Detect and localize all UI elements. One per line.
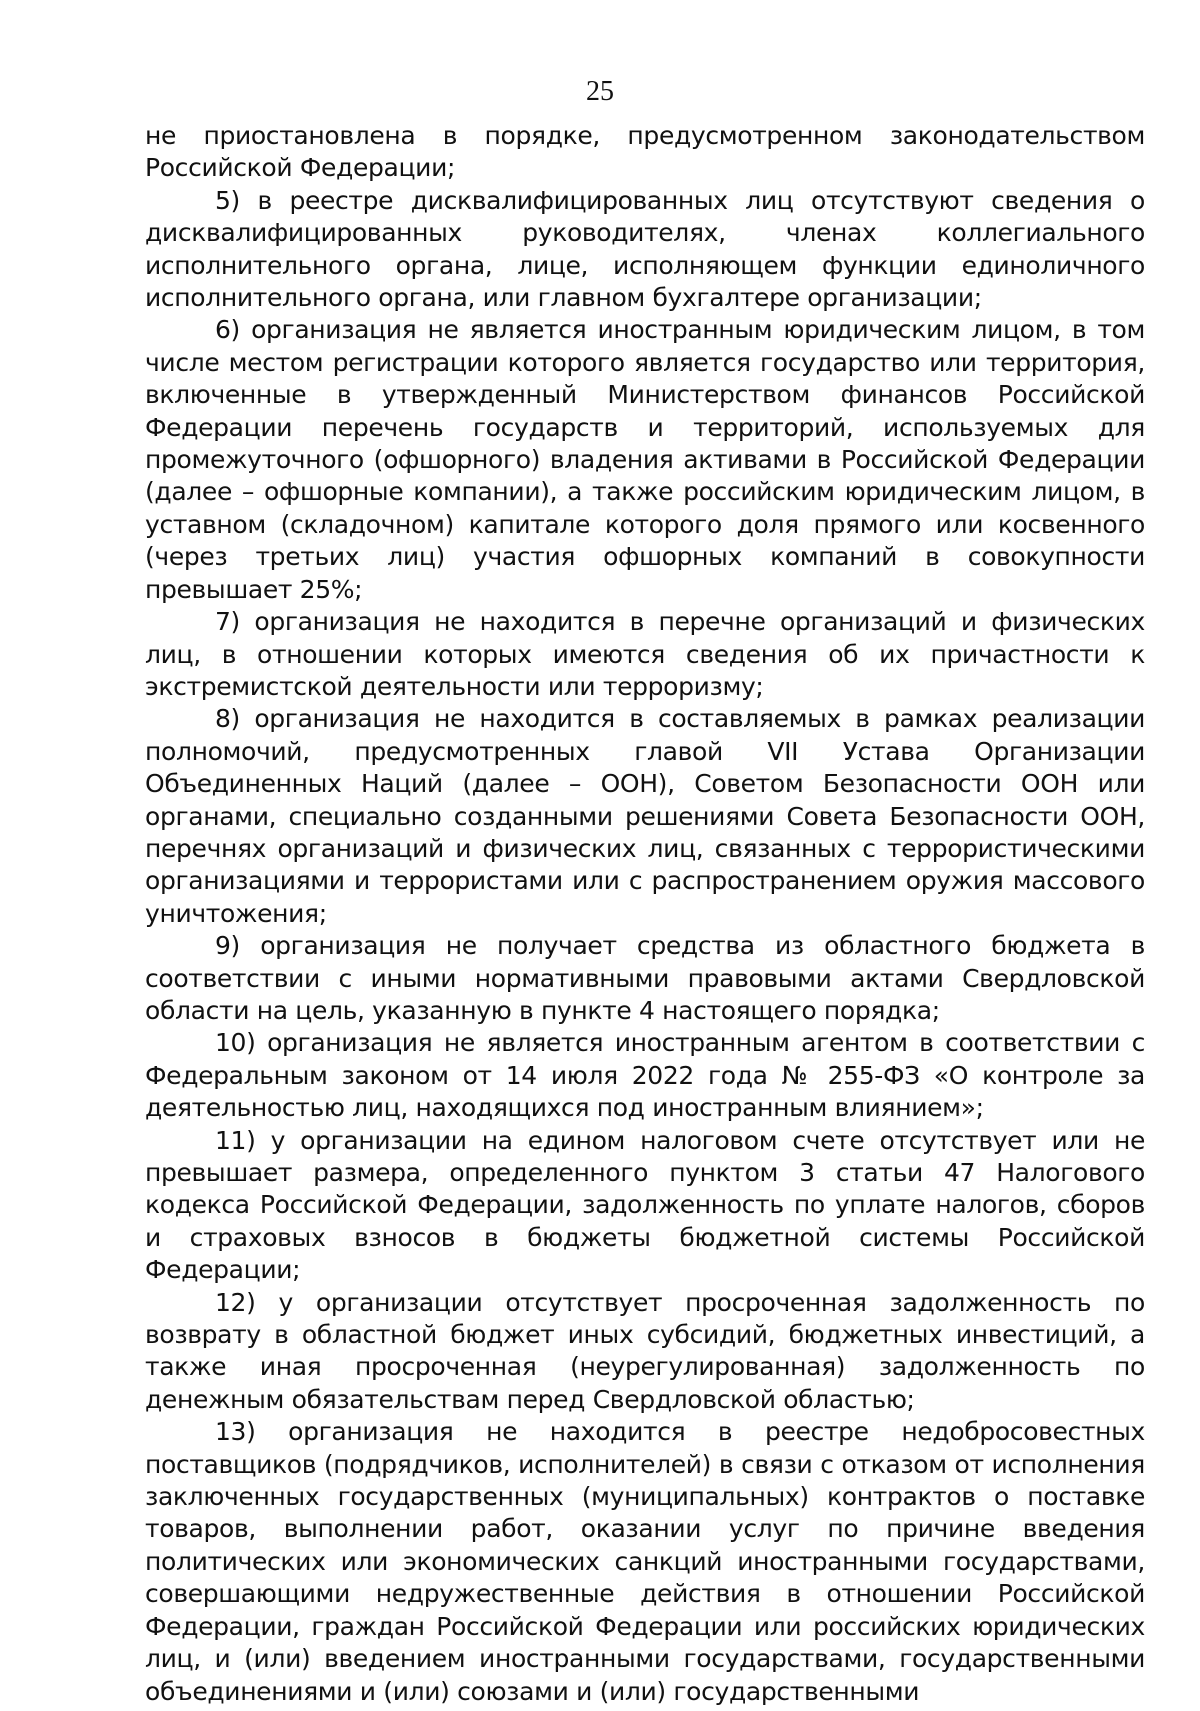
page-number: 25: [586, 76, 614, 107]
paragraph-continuation: не приостановлена в порядке, предусмотренном законодательством Российской Федерации;: [145, 121, 1145, 183]
paragraph-item-13: 13) организация не находится в реестре недобросовестных поставщиков (подрядчиков, исполнителей) в связи с отказом от исполнения заключенных государственных (муниципальных) контрактов о поставке товаров, выполнении работ, оказании услуг по причине введения политических или экономических санкций иностранными государствами, совершающими недружественные действия в отношении Российской Федерации, граждан Российской Федерации или российских юридических лиц, и (или) введением иностранными государствами, государственными объединениями и (или) союзами и (или) государственными: [145, 1417, 1145, 1706]
paragraph-item-10: 10) организация не является иностранным агентом в соответствии с Федеральным законом от 14 июля 2022 года № 255-ФЗ «О контроле за деятельностью лиц, находящихся под иностранным влиянием»;: [145, 1028, 1145, 1123]
paragraph-item-7: 7) организация не находится в перечне организаций и физических лиц, в отношении которых имеются сведения об их причастности к экстремистской деятельности или терроризму;: [145, 607, 1145, 701]
paragraph-item-11: 11) у организации на едином налоговом счете отсутствует или не превышает размера, определенного пунктом 3 статьи 47 Налогового кодекса Российской Федерации, задолженность по уплате налогов, сборов и страховых взносов в бюджеты бюджетной системы Российской Федерации;: [145, 1125, 1145, 1285]
paragraph-item-9: 9) организация не получает средства из областного бюджета в соответствии с иными нормативными правовыми актами Свердловской области на цель, указанную в пункте 4 настоящего порядка;: [145, 931, 1145, 1025]
paragraph-item-5: 5) в реестре дисквалифицированных лиц отсутствуют сведения о дисквалифицированных руководителях, членах коллегиального исполнительного органа, лице, исполняющем функции единоличного исполнительного органа, или главном бухгалтере организации;: [145, 185, 1145, 313]
paragraph-item-12: 12) у организации отсутствует просроченная задолженность по возврату в областной бюджет иных субсидий, бюджетных инвестиций, а также иная просроченная (неурегулированная) задолженность по денежным обязательствам перед Свердловской областью;: [145, 1287, 1145, 1414]
paragraph-item-8: 8) организация не находится в составляемых в рамках реализации полномочий, предусмотренных главой VII Устава Организации Объединенных Наций (далее – ООН), Советом Безопасности ООН или органами, специально созданными решениями Совета Безопасности ООН, перечнях организаций и физических лиц, связанных с террористическими организациями и террористами или с распространением оружия массового уничтожения;: [145, 704, 1145, 928]
paragraph-item-6: 6) организация не является иностранным юридическим лицом, в том числе местом регистрации которого является государство или территория, включенные в утвержденный Министерством финансов Российской Федерации перечень государств и территорий, используемых для промежуточного (офшорного) владения активами в Российской Федерации (далее – офшорные компании), а также российским юридическим лицом, в уставном (складочном) капитале которого доля прямого или косвенного (через третьих лиц) участия офшорных компаний в совокупности превышает 25%;: [145, 315, 1145, 604]
document-body: [145, 120, 1145, 1708]
